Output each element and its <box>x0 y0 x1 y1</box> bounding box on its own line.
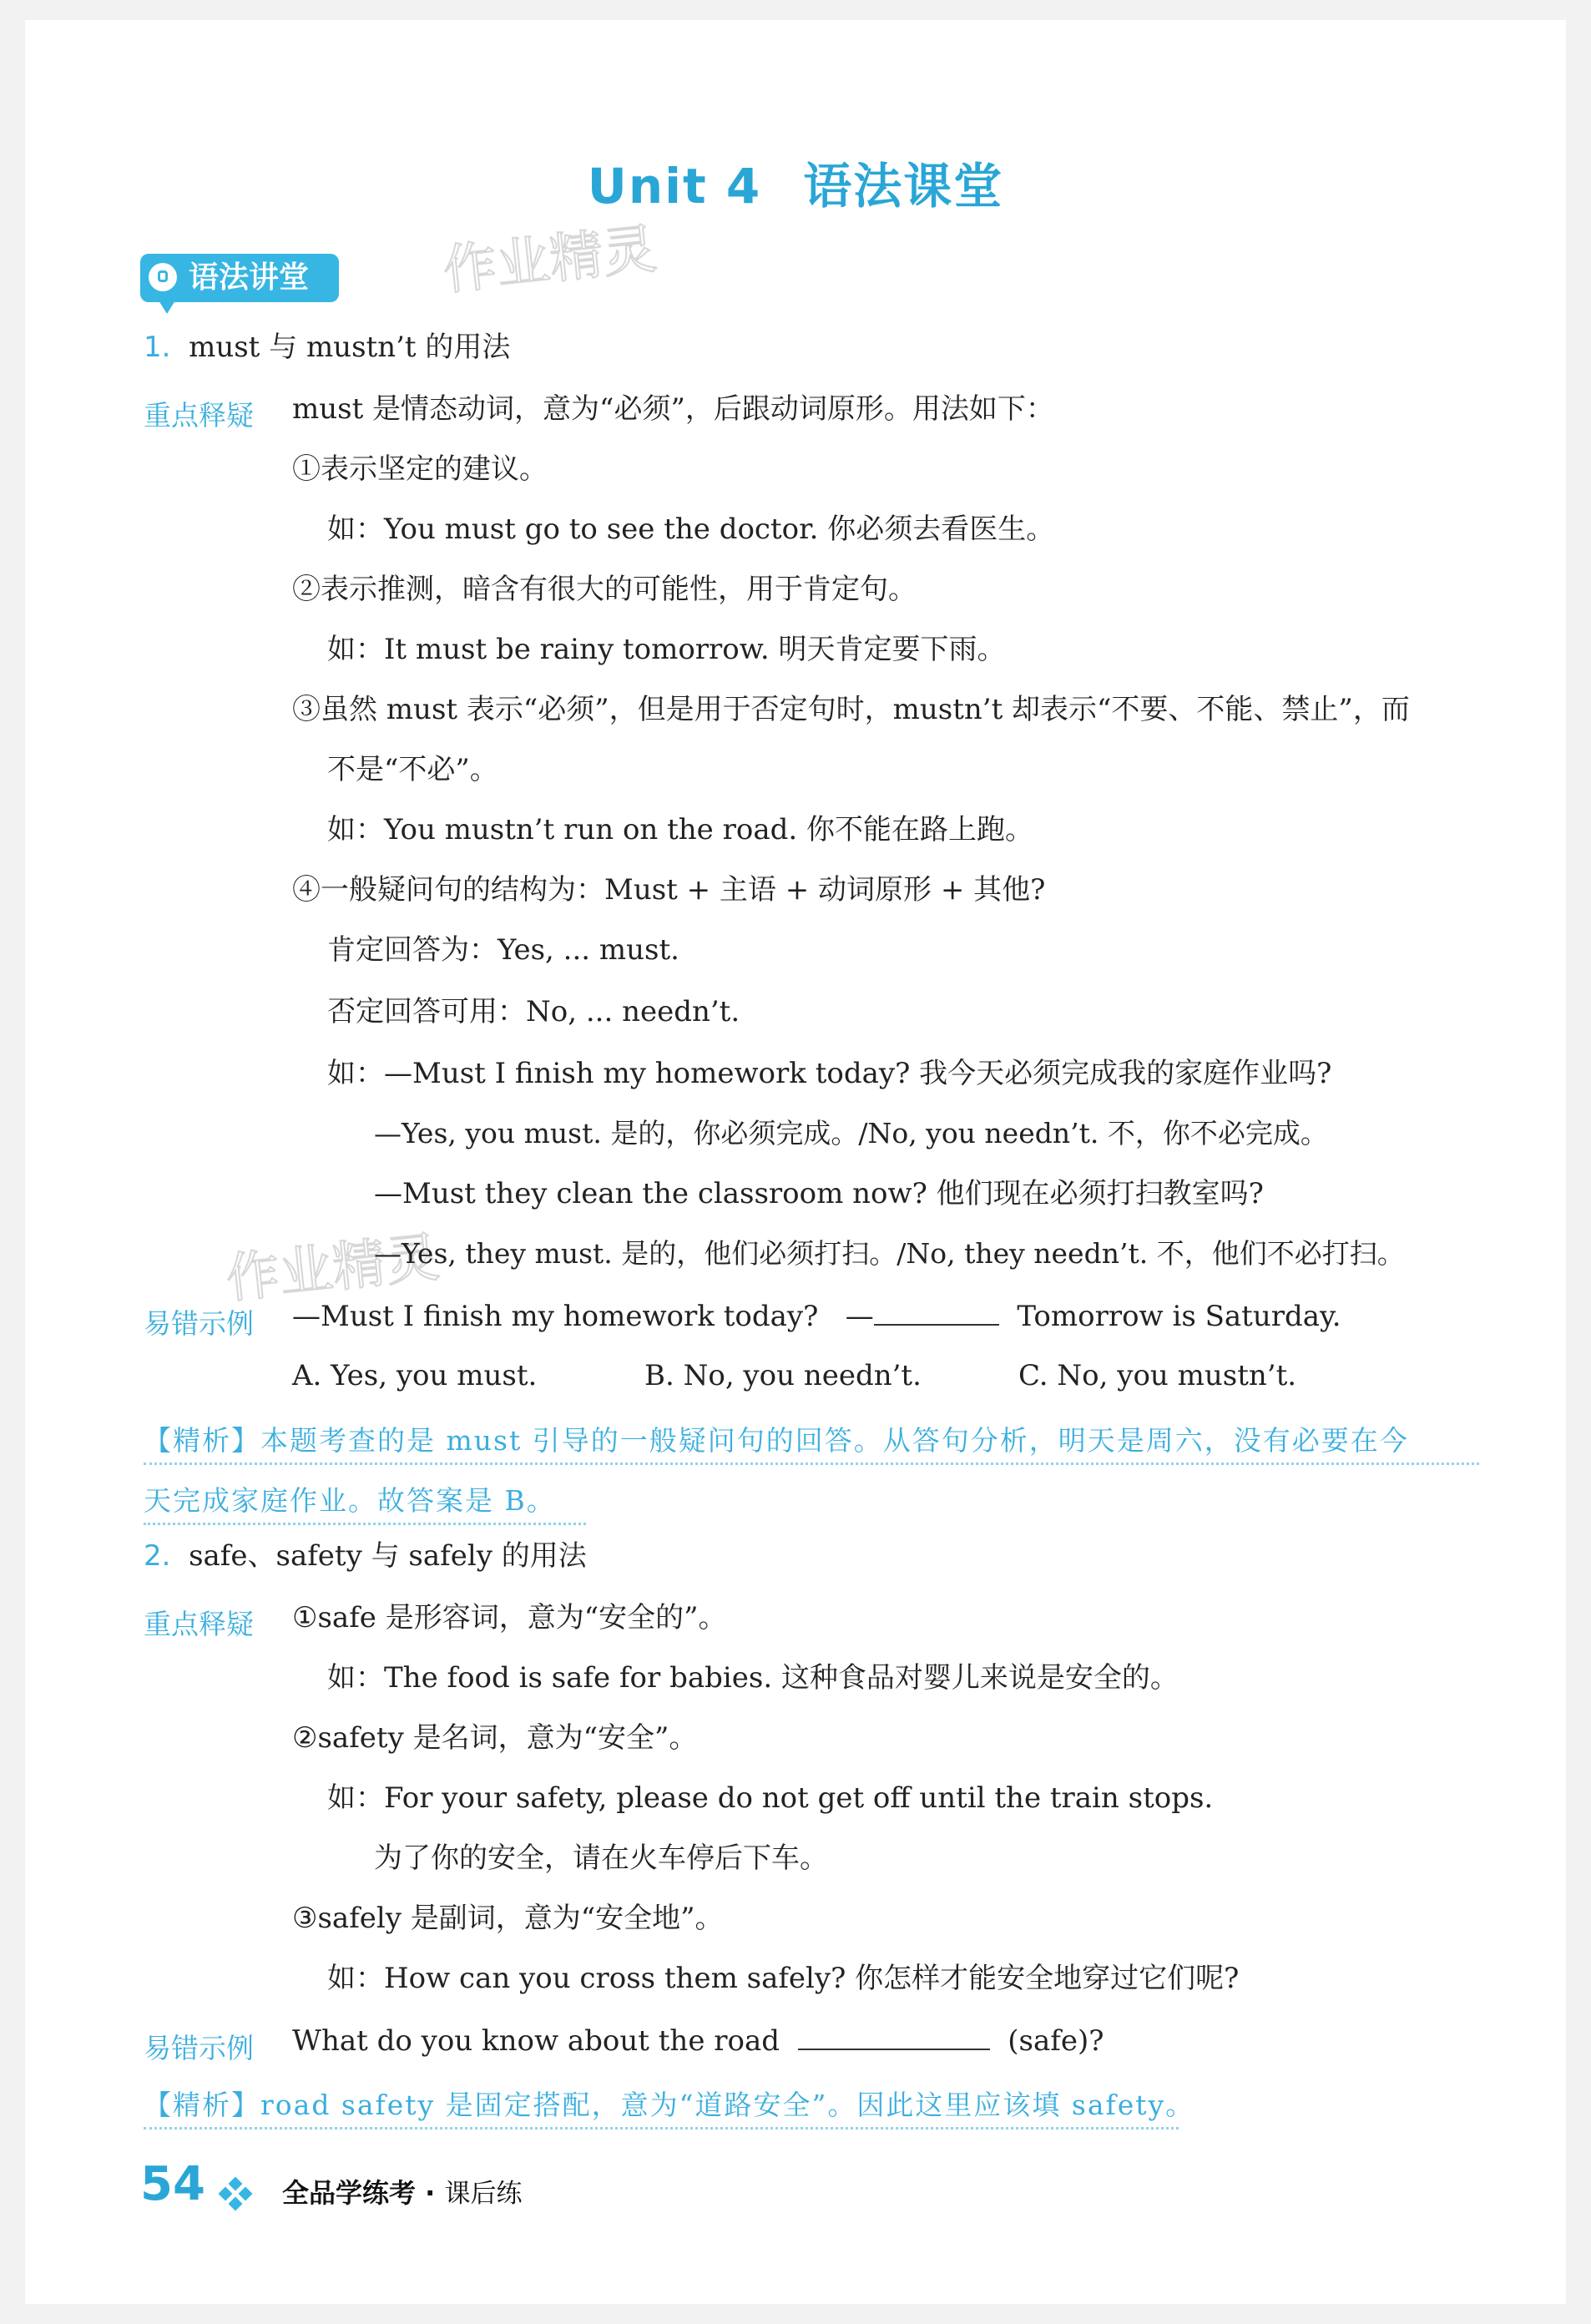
section1-heading <box>144 331 510 364</box>
section2-title: safe、safety 与 safely 的用法 <box>189 1539 587 1573</box>
s1-point-3-line1: ③虽然 must 表示“必须”，但是用于否定句时，mustn’t 却表示“不要、不能、禁止”，而 <box>292 693 1410 726</box>
s1-point-4: ④一般疑问句的结构为：Must + 主语 + 动词原形 + 其他? <box>292 873 1046 907</box>
watermark-top: 作业精灵 <box>440 218 659 303</box>
s1-analysis-rule-1 <box>144 1463 1479 1465</box>
section-badge-label: 语法讲堂 <box>189 260 310 295</box>
s1-point-1: ①表示坚定的建议。 <box>292 452 548 486</box>
s1-option-b[interactable]: B. No, you needn’t. <box>644 1359 922 1392</box>
s1-point-4-example-4: —Yes, they must. 是的，他们必须打扫。/No, they needn’t. 不，他们不必打扫。 <box>374 1237 1405 1270</box>
section2-key-tag: 重点释疑 <box>144 1608 254 1640</box>
s1-point-4-yes: 肯定回答为：Yes, ... must. <box>327 933 679 967</box>
s1-point-2-example: 如：It must be rainy tomorrow. 明天肯定要下雨。 <box>327 633 1006 666</box>
section1-title: must 与 mustn’t 的用法 <box>189 331 511 364</box>
section1-intro: must 是情态动词，意为“必须”，后跟动词原形。用法如下： <box>292 392 1054 426</box>
watermark-middle: 作业精灵 <box>223 1226 442 1311</box>
s2-point-3: ③safely 是副词，意为“安全地”。 <box>292 1902 724 1935</box>
s2-point-2-example-cn: 为了你的安全，请在火车停后下车。 <box>374 1842 828 1875</box>
s1-option-c[interactable]: C. No, you mustn’t. <box>1018 1359 1297 1392</box>
section1-number: 1. <box>144 331 171 364</box>
s1-error-question: —Must I finish my homework today? — Tomorrow is Saturday. <box>292 1300 1341 1333</box>
section2-error-tag: 易错示例 <box>144 2032 254 2064</box>
s1-point-1-example: 如：You must go to see the doctor. 你必须去看医生。 <box>327 513 1055 546</box>
section1-error-tag: 易错示例 <box>144 1307 254 1340</box>
s2-point-2: ②safety 是名词，意为“安全”。 <box>292 1721 698 1755</box>
lecture-icon <box>149 263 177 291</box>
s1-analysis-line1: 【精析】本题考查的是 must 引导的一般疑问句的回答。从答句分析，明天是周六，没有必要在今 <box>144 1424 1409 1457</box>
diamond-icon <box>220 2179 250 2209</box>
title-label: 语法课堂 <box>803 158 1004 215</box>
brand-sub: 课后练 <box>444 2179 523 2209</box>
s2-analysis-rule <box>144 2127 1179 2129</box>
s2-error-question: What do you know about the road (safe)? <box>292 2024 1104 2058</box>
s2-point-1-example: 如：The food is safe for babies. 这种食品对婴儿来说是安全的。 <box>327 1661 1179 1695</box>
section2-heading <box>144 1539 587 1573</box>
s2-point-1: ①safe 是形容词，意为“安全的”。 <box>292 1601 727 1634</box>
s1-point-4-no: 否定回答可用：No, ... needn’t. <box>327 995 740 1028</box>
s2-answer-blank[interactable] <box>798 2023 990 2050</box>
s1-answer-blank[interactable] <box>874 1299 999 1326</box>
s1-analysis-rule-2 <box>144 1523 586 1525</box>
s1-point-4-example-1: 如：—Must I finish my homework today? 我今天必须完成我的家庭作业吗? <box>327 1057 1332 1090</box>
page-title <box>0 147 1591 217</box>
s1-point-4-example-2: —Yes, you must. 是的，你必须完成。/No, you needn’t. 不，你不必完成。 <box>374 1117 1328 1149</box>
s2-point-2-example: 如：For your safety, please do not get off until the train stops. <box>327 1781 1214 1815</box>
section-badge <box>140 254 339 302</box>
section2-number: 2. <box>144 1539 171 1573</box>
s1-point-4-example-3: —Must they clean the classroom now? 他们现在必须打扫教室吗? <box>374 1177 1264 1210</box>
brand-name: 全品学练考 <box>282 2177 417 2209</box>
page-number: 54 <box>140 2157 205 2211</box>
s2-point-3-example: 如：How can you cross them safely? 你怎样才能安全地穿过它们呢? <box>327 1962 1240 1995</box>
s2-analysis: 【精析】road safety 是固定搭配，意为“道路安全”。因此这里应该填 safety。 <box>144 2089 1195 2121</box>
s1-point-3-line2: 不是“不必”。 <box>327 753 498 786</box>
s1-point-3-example: 如：You mustn’t run on the road. 你不能在路上跑。 <box>327 813 1033 846</box>
s1-option-a[interactable]: A. Yes, you must. <box>292 1359 538 1392</box>
s1-analysis-line2: 天完成家庭作业。故答案是 B。 <box>144 1484 556 1517</box>
unit-label: Unit 4 <box>587 158 762 215</box>
section1-key-tag: 重点释疑 <box>144 399 254 432</box>
footer-brand: 全品学练考 · 课后练 <box>282 2177 523 2209</box>
s1-point-2: ②表示推测，暗含有很大的可能性，用于肯定句。 <box>292 573 917 606</box>
